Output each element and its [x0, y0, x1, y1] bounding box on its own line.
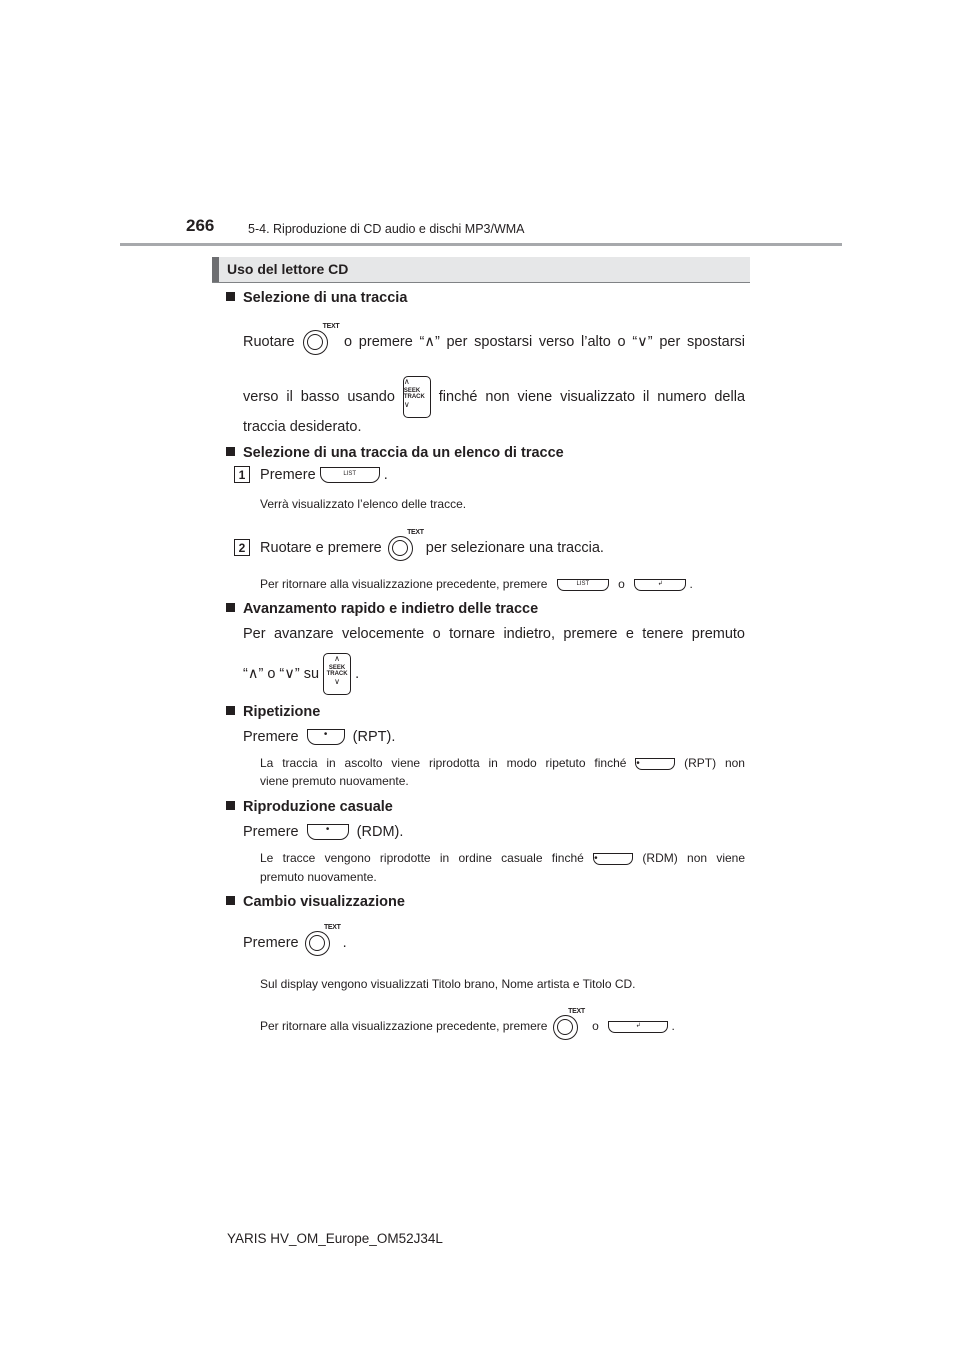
- back-button-icon: ↲: [608, 1021, 668, 1033]
- random-note-line2: premuto nuovamente.: [260, 870, 377, 884]
- preset-button-icon: •: [307, 824, 349, 840]
- bullet-square-icon: [226, 292, 235, 301]
- step-2: 2 Ruotare e premere TEXT per selezionare una traccia.: [234, 533, 604, 563]
- step-1: 1 Premere LIST .: [234, 466, 388, 483]
- heading-repeat: Ripetizione: [226, 704, 320, 720]
- heading-track-select: Selezione di una traccia: [226, 290, 407, 306]
- step-1-note: Verrà visualizzato l’elenco delle tracce.: [260, 497, 467, 511]
- display-change-note1: Sul display vengono visualizzati Titolo brano, Nome artista e Titolo CD.: [260, 977, 636, 991]
- fast-forward-line2: “∧” o “∨” su ∧ SEEK TRACK ∨ .: [243, 653, 359, 695]
- track-select-line2: verso il basso usando ∧ SEEK TRACK ∨ finché non viene visualizzato il numero della: [243, 376, 745, 418]
- text-knob-icon: TEXT: [303, 928, 339, 958]
- section-header: [212, 257, 750, 283]
- text-knob-icon: TEXT: [301, 327, 337, 357]
- heading-track-list: Selezione di una traccia da un elenco di tracce: [226, 445, 564, 461]
- preset-button-icon: •: [307, 729, 345, 745]
- heading-fast-forward: Avanzamento rapido e indietro delle tracce: [226, 601, 538, 617]
- step-number: 1: [234, 466, 250, 483]
- text-knob-icon: TEXT: [551, 1012, 583, 1042]
- chapter-title: 5-4. Riproduzione di CD audio e dischi MP3/WMA: [248, 222, 525, 236]
- section-title: Uso del lettore CD: [227, 261, 349, 277]
- random-line: Premere • (RDM).: [243, 824, 404, 840]
- display-change-line: Premere TEXT .: [243, 928, 347, 958]
- track-select-line1: Ruotare TEXT o premere “∧” per spostarsi verso l’alto o “∨” per spostarsi: [243, 327, 745, 357]
- random-note-line1: Le tracce vengono riprodotte in ordine casuale finché • (RDM) non viene: [260, 851, 746, 865]
- track-select-line3: traccia desiderato.: [243, 419, 362, 435]
- repeat-line: Premere • (RPT).: [243, 729, 396, 745]
- section-accent: [212, 257, 219, 282]
- step-2-note: Per ritornare alla visualizzazione precedente, premere LIST o ↲ .: [260, 577, 693, 591]
- header-rule: [120, 243, 842, 246]
- bullet-square-icon: [226, 896, 235, 905]
- seek-track-button-icon: ∧ SEEK TRACK ∨: [323, 653, 351, 695]
- bullet-square-icon: [226, 603, 235, 612]
- repeat-note-line2: viene premuto nuovamente.: [260, 774, 409, 788]
- preset-button-icon: •: [593, 853, 633, 865]
- seek-track-button-icon: ∧ SEEK TRACK ∨: [403, 376, 431, 418]
- text-knob-icon: TEXT: [386, 533, 422, 563]
- repeat-note-line1: La traccia in ascolto viene riprodotta in modo ripetuto finché • (RPT) non: [260, 756, 745, 770]
- list-button-icon: LIST: [557, 579, 609, 591]
- list-button-icon: LIST: [320, 467, 380, 483]
- bullet-square-icon: [226, 706, 235, 715]
- back-button-icon: ↲: [634, 579, 686, 591]
- document-id: YARIS HV_OM_Europe_OM52J34L: [227, 1231, 443, 1246]
- bullet-square-icon: [226, 801, 235, 810]
- heading-display-change: Cambio visualizzazione: [226, 894, 405, 910]
- step-number: 2: [234, 539, 250, 556]
- heading-random: Riproduzione casuale: [226, 799, 393, 815]
- fast-forward-line1: Per avanzare velocemente o tornare indietro, premere e tenere premuto: [243, 626, 745, 642]
- preset-button-icon: •: [635, 758, 675, 770]
- bullet-square-icon: [226, 447, 235, 456]
- display-change-note2: Per ritornare alla visualizzazione precedente, premere TEXT o ↲ .: [260, 1012, 675, 1042]
- page-number: 266: [186, 216, 215, 235]
